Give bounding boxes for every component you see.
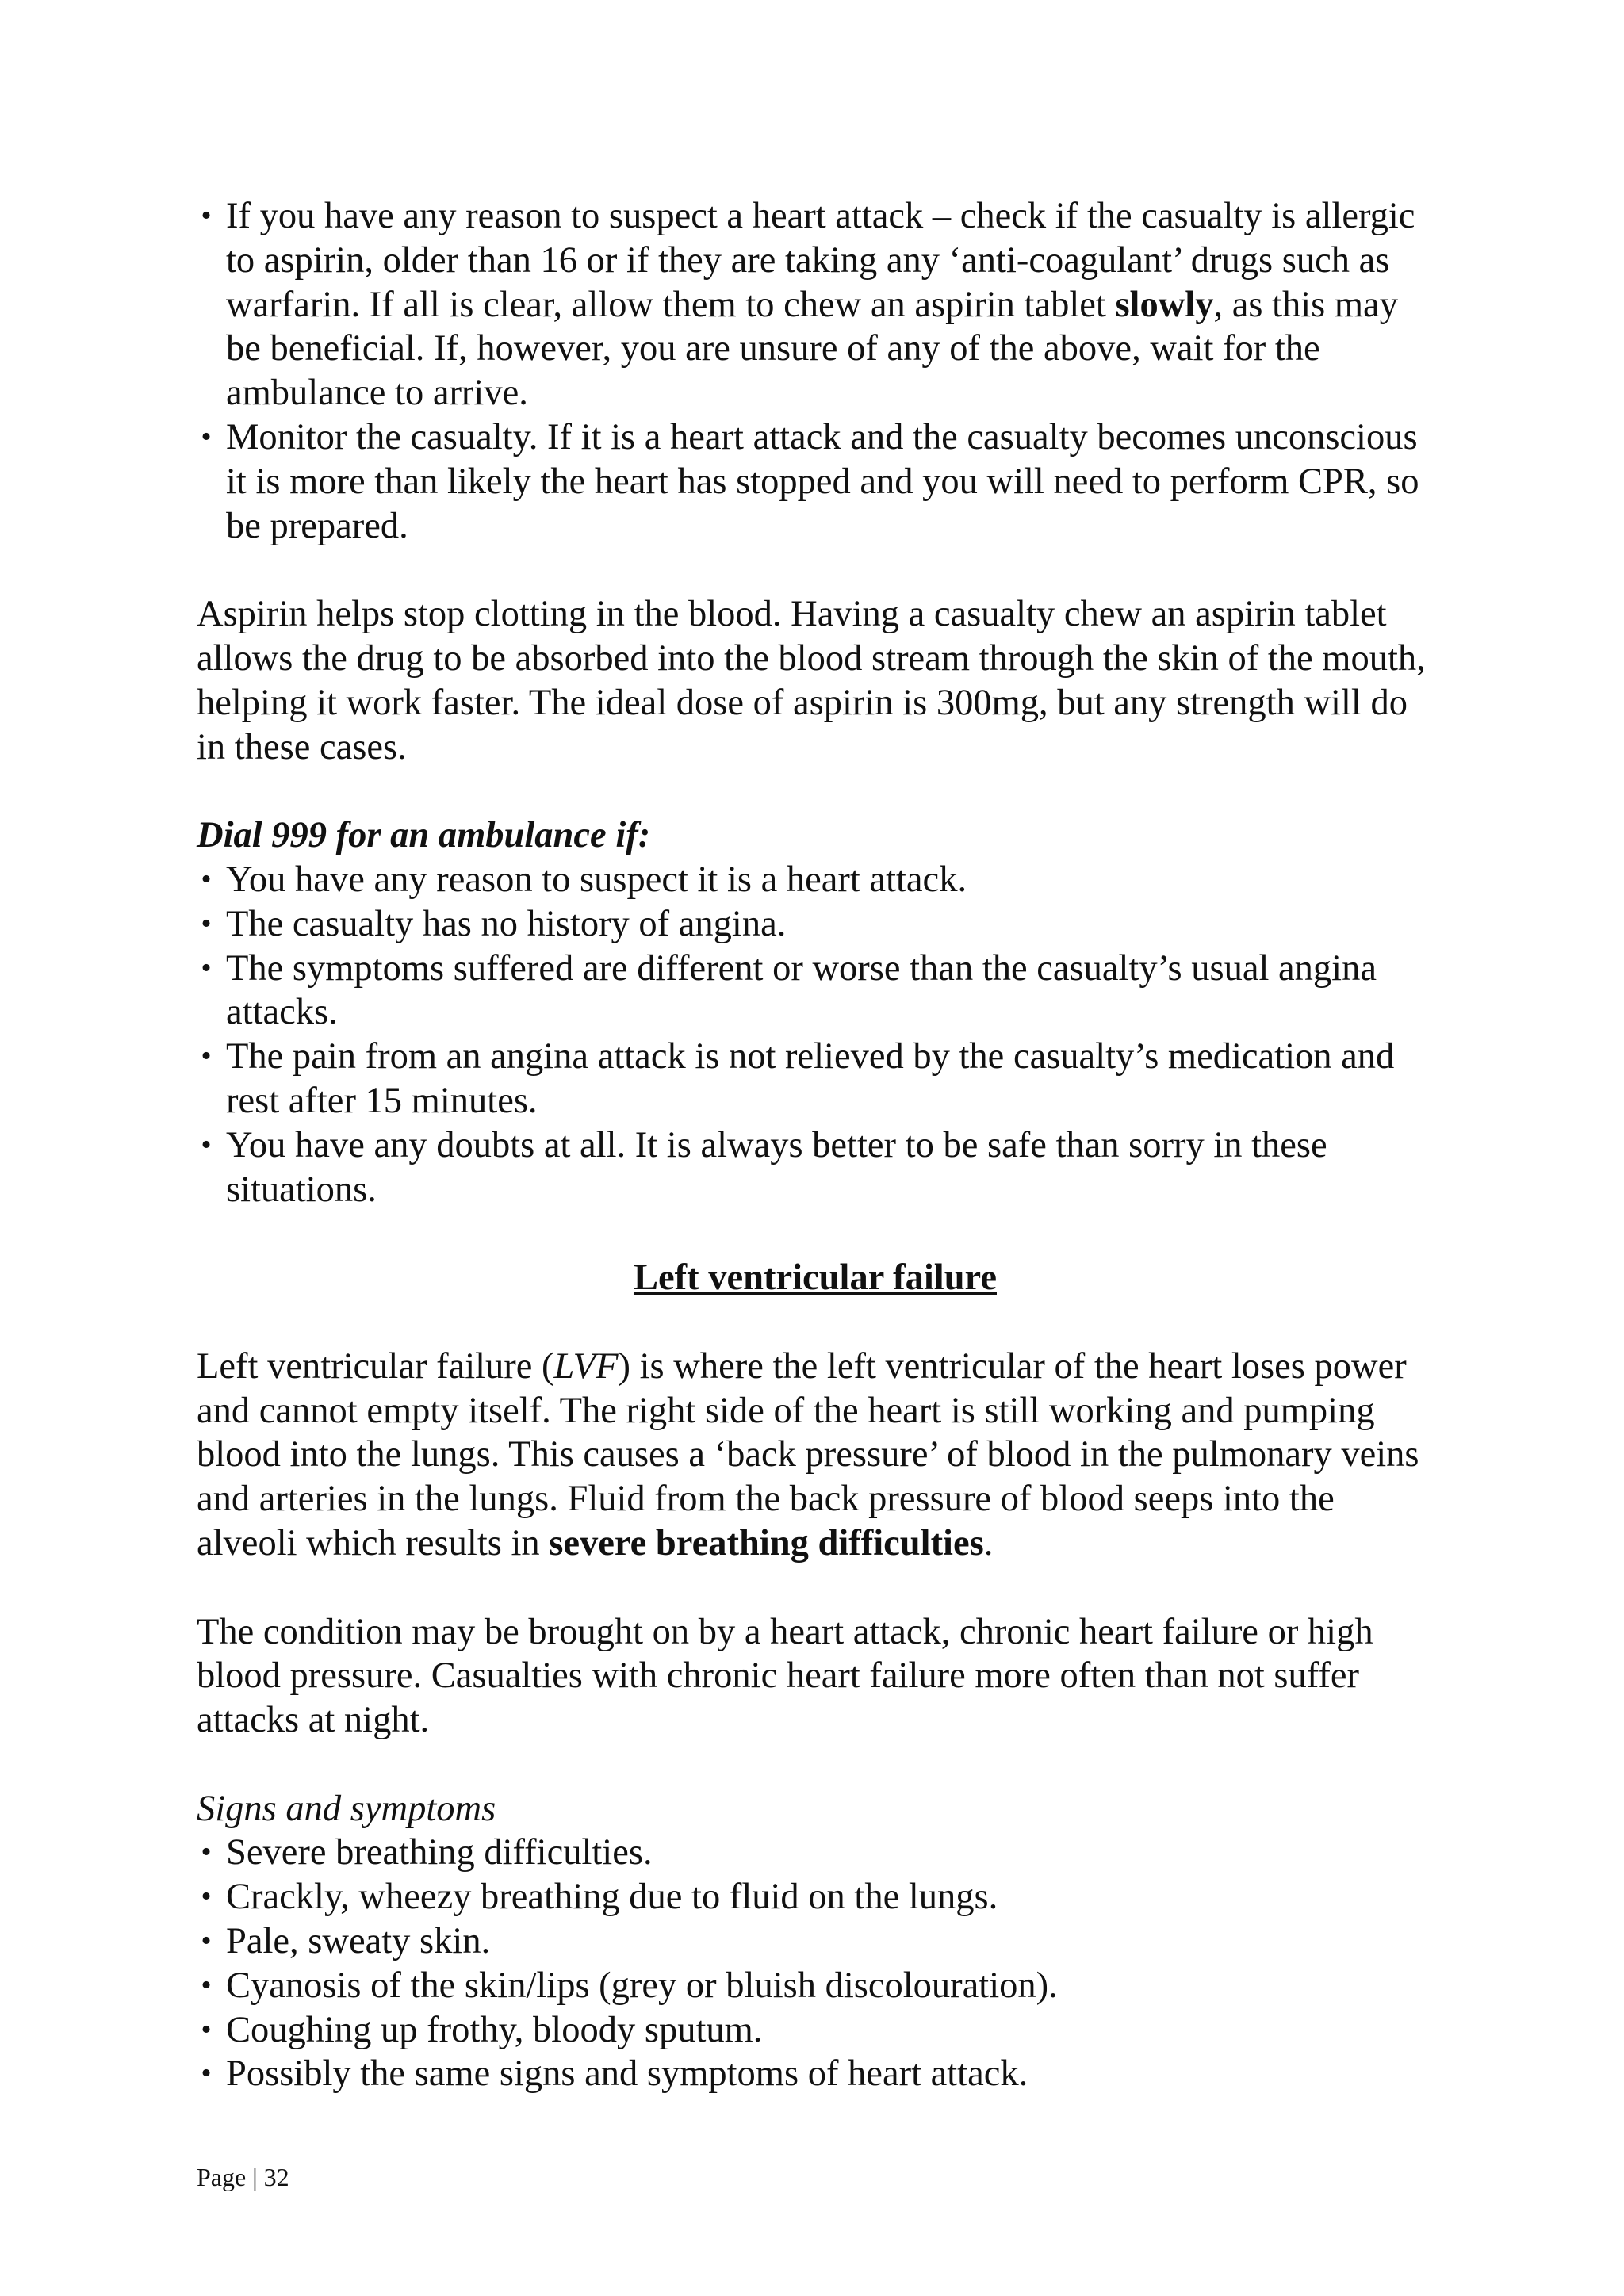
bullet-text: Crackly, wheezy breathing due to fluid on the lungs. (226, 1877, 998, 1918)
list-item (197, 1919, 1434, 1964)
condition-paragraph: The condition may be brought on by a heart attack, chronic heart failure or high blood pressure. Casualties with chronic heart failure more often than not suffer attacks at night. (197, 1611, 1373, 1741)
paragraph-text-part: ) is where the left ventricular of the heart loses power and cannot empty itself. The right side of the heart is still working and pumping blood into the lungs. This causes a ‘back pressure’ of blood in the pulmonary veins and arteries in the lungs. Fluid from the back pressure of blood seeps into the alveoli which results in (197, 1345, 1419, 1563)
list-item (197, 1875, 1434, 1919)
list-item (197, 947, 1434, 1035)
bullet-icon: • (201, 1835, 212, 1869)
top-bullet-list (197, 194, 1434, 548)
bullet-icon: • (201, 2057, 212, 2091)
bullet-bold-text: slowly (1115, 284, 1214, 325)
dial-bullet-list (197, 858, 1434, 1211)
paragraph-bold-text: severe breathing difficulties (549, 1522, 984, 1563)
list-item (197, 2008, 1434, 2053)
bullet-icon: • (201, 862, 212, 896)
bullet-icon: • (201, 2012, 212, 2046)
bullet-text-part: , as this may be beneficial. If, however, you are unsure of any of the above, wait for the ambulance to arrive. (226, 284, 1398, 414)
signs-heading: Signs and symptoms (197, 1788, 496, 1829)
list-item (197, 1964, 1434, 2008)
page-content (197, 194, 1434, 2096)
bullet-text: Severe breathing difficulties. (226, 1832, 653, 1873)
list-item (197, 858, 1434, 902)
bullet-text (226, 415, 1434, 548)
list-item (197, 1831, 1434, 1875)
bullet-icon: • (201, 1880, 212, 1914)
bullet-text: Cyanosis of the skin/lips (grey or bluish discolouration). (226, 1965, 1058, 2006)
bullet-text: The casualty has no history of angina. (226, 903, 787, 944)
bullet-icon: • (201, 199, 212, 232)
list-item (197, 1035, 1434, 1123)
list-item (197, 2052, 1434, 2096)
aspirin-paragraph: Aspirin helps stop clotting in the blood. Having a casualty chew an aspirin tablet allows the drug to be absorbed into the blood stream through the skin of the mouth, helping it work faster. The ideal dose of aspirin is 300mg, but any strength will do in these cases. (197, 594, 1426, 767)
list-item (197, 415, 1434, 548)
bullet-text: Coughing up frothy, bloody sputum. (226, 2009, 763, 2050)
bullet-text-part: Monitor the casualty. If it is a heart attack and the casualty becomes unconscious it is more than likely the heart has stopped and you will need to perform CPR, so be prepared. (226, 416, 1419, 546)
bullet-icon: • (201, 1039, 212, 1073)
section-title: Left ventricular failure (633, 1257, 997, 1299)
list-item (197, 194, 1434, 415)
bullet-icon: • (201, 1968, 212, 2002)
bullet-text: The pain from an angina attack is not relieved by the casualty’s medication and rest after 15 minutes. (226, 1036, 1395, 1121)
list-item (197, 902, 1434, 947)
paragraph-text-part: Left ventricular failure ( (197, 1345, 554, 1387)
page-number-footer: Page | 32 (197, 2163, 289, 2191)
signs-bullet-list (197, 1831, 1434, 2096)
lvf-paragraph (197, 1345, 1434, 1566)
bullet-text: You have any doubts at all. It is always better to be safe than sorry in these situations. (226, 1124, 1327, 1210)
bullet-icon: • (201, 419, 212, 453)
bullet-icon: • (201, 1924, 212, 1958)
bullet-text (226, 194, 1434, 415)
lvf-abbreviation: LVF (553, 1345, 619, 1387)
bullet-text: You have any reason to suspect it is a heart attack. (226, 859, 967, 900)
list-item (197, 1123, 1434, 1212)
bullet-icon: • (201, 951, 212, 985)
bullet-text: The symptoms suffered are different or worse than the casualty’s usual angina attacks. (226, 947, 1377, 1033)
bullet-text: Pale, sweaty skin. (226, 1921, 491, 1962)
dial-heading: Dial 999 for an ambulance if: (197, 815, 651, 856)
bullet-icon: • (201, 906, 212, 940)
bullet-text-part: If you have any reason to suspect a heart attack – check if the casualty is allergic to aspirin, older than 16 or if they are taking any ‘anti-coagulant’ drugs such as warfarin. If all is clear, allow them to chew an aspirin tablet (226, 196, 1415, 325)
paragraph-text-part: . (983, 1522, 994, 1563)
bullet-text: Possibly the same signs and symptoms of heart attack. (226, 2053, 1028, 2095)
bullet-icon: • (201, 1127, 212, 1161)
